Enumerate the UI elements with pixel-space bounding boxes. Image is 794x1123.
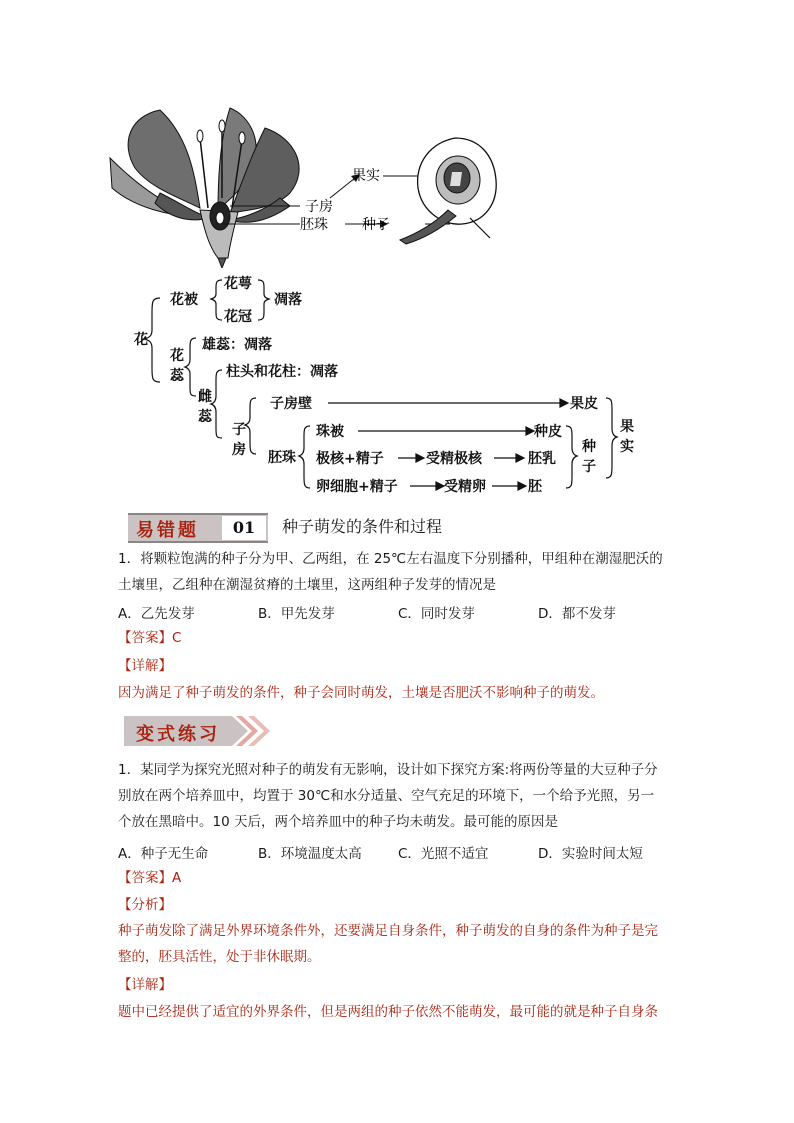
section2-option-b: B．环境温度太高 [258, 846, 362, 862]
section1-option-b: B．甲先发芽 [258, 606, 335, 622]
tree-corolla: 花冠 [224, 309, 252, 325]
section2-tag [124, 714, 274, 748]
tree-ovary-top: 子 [232, 422, 246, 438]
section1-title: 种子萌发的条件和过程 [282, 517, 443, 536]
tree-stigma-style: 柱头和花柱：凋落 [226, 364, 338, 380]
section2-detail-label: 【详解】 [118, 977, 172, 993]
section1-option-a: A．乙先发芽 [118, 606, 195, 622]
tree-calyx: 花萼 [224, 276, 252, 292]
tree-pericarp: 果皮 [570, 396, 598, 412]
tree-fertilized-polar: 受精极核 [426, 451, 482, 467]
section2-option-a: A．种子无生命 [118, 846, 209, 862]
section2-analysis-label: 【分析】 [118, 897, 172, 913]
flower-illustration [110, 108, 299, 268]
tree-pistil-top: 雌 [198, 389, 212, 405]
fruit-illustration [400, 138, 496, 244]
tree-fruit-bottom: 实 [620, 439, 634, 455]
tree-perianth: 花被 [170, 292, 198, 308]
label-fruit: 果实 [352, 168, 380, 184]
tree-ovary-bottom: 房 [232, 442, 246, 458]
tree-integument: 珠被 [316, 424, 344, 440]
section1-tag [118, 513, 268, 543]
arrows [328, 399, 568, 490]
tree-stamen-pistil-top: 花 [170, 348, 184, 364]
section1-number: 01 [222, 516, 266, 540]
section1-answer: 【答案】C [118, 630, 182, 646]
section1-tag-text: 易错题 [136, 520, 199, 541]
tree-stamen: 雄蕊：凋落 [202, 337, 272, 353]
section2-option-c: C．光照不适宜 [398, 846, 489, 862]
tree-ovary-wall: 子房壁 [270, 396, 312, 412]
section1-question [118, 546, 676, 598]
label-seed: 种子 [362, 217, 390, 233]
section1-question-line1: 1．将颗粒饱满的种子分为甲、乙两组，在 25℃左右温度下分别播种，甲组种在潮湿肥沃的 [118, 551, 663, 567]
section2-answer: 【答案】A [118, 870, 182, 886]
tree-egg-sperm: 卵细胞+精子 [316, 479, 398, 495]
section2-tag-text: 变式练习 [136, 724, 220, 745]
tree-seed-bottom: 子 [582, 459, 596, 475]
section1-detail: 因为满足了种子萌发的条件，种子会同时萌发，土壤是否肥沃不影响种子的萌发。 [118, 685, 604, 701]
section1-detail-label: 【详解】 [118, 658, 172, 674]
section2-analysis-line1: 种子萌发除了满足外界环境条件外，还要满足自身条件，种子萌发的自身的条件为种子是完 [118, 923, 658, 939]
section2-question [118, 757, 676, 835]
tree-polar-sperm: 极核+精子 [316, 451, 384, 467]
flower-fruit-figure [100, 98, 520, 268]
tree-endosperm: 胚乳 [528, 451, 556, 467]
tree-fruit-top: 果 [620, 419, 634, 435]
tree-seed-coat: 种皮 [534, 424, 562, 440]
section2-question-line1: 1．某同学为探究光照对种子的萌发有无影响，设计如下探究方案:将两份等量的大豆种子分 [118, 762, 658, 778]
flower-development-diagram [130, 268, 650, 500]
section2-question-line3: 个放在黑暗中。10 天后，两个培养皿中的种子均未萌发。最可能的原因是 [118, 814, 558, 830]
tree-seed-top: 种 [582, 439, 596, 455]
section1-question-line2: 土壤里，乙组种在潮湿贫瘠的土壤里，这两组种子发芽的情况是 [118, 577, 496, 593]
tree-embryo: 胚 [528, 479, 542, 495]
section1-option-d: D．都不发芽 [538, 606, 616, 622]
tree-flower: 花 [134, 332, 148, 348]
section2-analysis-line2: 整的，胚具活性，处于非休眠期。 [118, 949, 321, 965]
tree-stamen-pistil-bottom: 蕊 [170, 368, 184, 384]
section2-detail: 题中已经提供了适宜的外界条件，但是两组的种子依然不能萌发，最可能的就是种子自身条 [118, 1004, 658, 1020]
tree-wither-perianth: 凋落 [274, 292, 302, 308]
tree-ovule: 胚珠 [268, 450, 296, 466]
section2-analysis [118, 918, 676, 970]
tree-pistil-bottom: 蕊 [198, 409, 212, 425]
section2-option-d: D．实验时间太短 [538, 846, 643, 862]
section1-option-c: C．同时发芽 [398, 606, 475, 622]
label-ovary: 子房 [305, 199, 333, 215]
label-ovule: 胚珠 [300, 217, 328, 233]
tree-zygote: 受精卵 [444, 479, 486, 495]
section2-question-line2: 别放在两个培养皿中，均置于 30℃和水分适量、空气充足的环境下，一个给予光照，另一 [118, 788, 655, 804]
